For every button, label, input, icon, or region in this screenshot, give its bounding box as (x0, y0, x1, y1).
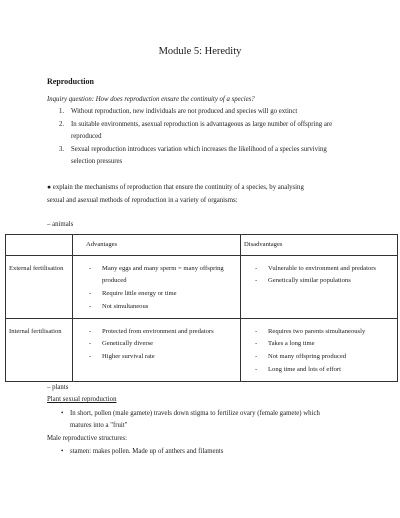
page-title: Module 5: Heredity (158, 46, 242, 57)
table-header-row (6, 235, 398, 256)
table-header-cell (6, 235, 73, 256)
explain-line-1: ● explain the mechanisms of reproduction that ensure the continuity of a species, by analysing (47, 184, 304, 191)
plant-sexual-heading: Plant sexual reproduction (47, 396, 117, 403)
table-row (6, 256, 398, 319)
explain-line-2: sexual and asexual methods of reproduction in a variety of organisms: (47, 197, 238, 204)
animals-label: – animals (47, 221, 74, 228)
reproduction-heading: Reproduction (47, 77, 94, 86)
disadvantages-cell: - Vulnerable to environment and predators - Genetically similar populations (241, 256, 398, 319)
item-text: Without reproduction, new individuals are not produced and species will go extinct (71, 108, 298, 115)
plant-bullet-line-1: In short, pollen (male gamete) travels down stigma to fertilize ovary (female gamete) which (70, 410, 320, 417)
item-text: reproduced (71, 133, 102, 140)
fertilisation-table (5, 234, 398, 382)
item-number: 1. (59, 108, 65, 115)
item-number: 2. (59, 121, 65, 128)
table-header-cell: Disadvantages (241, 235, 398, 256)
table-row (6, 319, 398, 382)
plant-bullet-line-2: matures into a "fruit" (70, 422, 128, 429)
stamen-bullet: • (61, 448, 64, 455)
inquiry-question: Inquiry question: How does reproduction ensure the continuity of a species? (47, 96, 255, 103)
row-label: Internal fertilisation (9, 328, 62, 335)
row-label-cell (6, 256, 73, 319)
male-structures-label: Male reproductive structures: (47, 435, 128, 442)
disadvantages-cell: - Requires two parents simultaneously - Takes a long time - Not many offspring produced - Long time and lots of effort (241, 319, 398, 382)
advantages-cell: - Protected from environment and predators - Genetically diverse - Higher survival rate (73, 319, 241, 382)
item-text: In suitable environments, asexual reproduction is advantageous as large number of offspring are (71, 121, 333, 128)
plant-bullet: • (61, 410, 64, 417)
advantages-cell: - Many eggs and many sperm = many offspring produced - Require little energy or time - Not simultaneous (73, 256, 241, 319)
table-header-cell: Advantages (73, 235, 241, 256)
row-label-cell (6, 319, 73, 382)
item-text: selection pressures (71, 158, 123, 165)
stamen-line: stamen: makes pollen. Made up of anthers and filaments (70, 448, 224, 455)
row-label: External fertilisation (9, 265, 64, 272)
item-number: 3. (59, 146, 65, 153)
item-text: Sexual reproduction introduces variation which increases the likelihood of a species surviving (71, 146, 327, 153)
plants-label: – plants (47, 384, 69, 391)
